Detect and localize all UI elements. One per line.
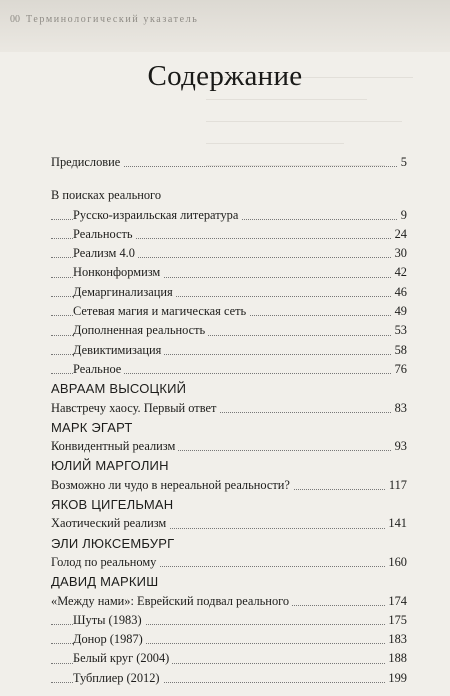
toc-entry-page: 49: [392, 302, 407, 321]
header-bar: [0, 0, 450, 52]
toc-entry-page: 30: [392, 244, 407, 263]
toc-entry[interactable]: [51, 437, 407, 456]
toc-entry[interactable]: [51, 514, 407, 533]
toc-entry-label: Реализм 4.0: [73, 244, 138, 263]
toc-entry-page: 160: [385, 553, 407, 572]
toc-entry-label: Реальное: [73, 360, 124, 379]
toc-entry-label: Навстречу хаосу. Первый ответ: [51, 399, 219, 418]
toc-entry-label: Нонконформизм: [73, 263, 163, 282]
toc-entry-page: 83: [392, 399, 407, 418]
toc-entry-label: Сетевая магия и магическая сеть: [73, 302, 249, 321]
toc-entry-label: Возможно ли чудо в нереальной реальности?: [51, 476, 293, 495]
toc-entry-label: Девиктимизация: [73, 341, 164, 360]
toc-part-label: В поисках реального: [51, 186, 164, 205]
toc-entry-label: Белый круг (2004): [73, 649, 172, 668]
toc-entry[interactable]: [51, 553, 407, 572]
author-heading: ДАВИД МАРКИШ: [51, 574, 159, 590]
toc-entry-page: 183: [385, 630, 407, 649]
toc-entry-page: 9: [398, 206, 407, 225]
toc-entry-label: Шуты (1983): [73, 611, 145, 630]
toc-entry-page: 141: [385, 514, 407, 533]
toc-entry-label: Голод по реальному: [51, 553, 159, 572]
toc-entry-page: 76: [392, 360, 407, 379]
toc-entry-label: Реальность: [73, 225, 136, 244]
toc-entry-label: «Между нами»: Еврейский подвал реального: [51, 592, 292, 611]
toc-entry[interactable]: [51, 592, 407, 611]
running-page-number: 00: [10, 14, 20, 25]
toc-entry[interactable]: [51, 283, 407, 302]
toc-part-heading[interactable]: [51, 186, 407, 205]
toc-entry-page: 58: [392, 341, 407, 360]
toc-entry[interactable]: [51, 225, 407, 244]
toc-entry-label: Хаотический реализм: [51, 514, 169, 533]
toc-entry[interactable]: [51, 360, 407, 379]
toc-entry-page: 188: [385, 649, 407, 668]
toc-entry[interactable]: [51, 302, 407, 321]
toc-entry-page: 175: [385, 611, 407, 630]
toc-entry-page: 174: [385, 592, 407, 611]
toc-entry[interactable]: [51, 399, 407, 418]
toc-entry[interactable]: [51, 341, 407, 360]
toc-entry-preface[interactable]: [51, 153, 407, 172]
toc-entry[interactable]: [51, 263, 407, 282]
toc-entry[interactable]: [51, 649, 407, 668]
page-title: Содержание: [147, 60, 303, 92]
toc-entry-label: Конвидентный реализм: [51, 437, 178, 456]
toc-entry[interactable]: [51, 476, 407, 495]
toc-entry[interactable]: [51, 669, 407, 688]
toc-entry-page: 46: [392, 283, 407, 302]
author-heading: ЯКОВ ЦИГЕЛЬМАН: [51, 497, 174, 513]
author-heading: ЭЛИ ЛЮКСЕМБУРГ: [51, 535, 175, 551]
author-heading: МАРК ЭГАРТ: [51, 419, 133, 435]
author-heading: ЮЛИЙ МАРГОЛИН: [51, 458, 169, 474]
toc-entry[interactable]: [51, 206, 407, 225]
toc-entry[interactable]: [51, 611, 407, 630]
toc-entry-page: 199: [385, 669, 407, 688]
author-heading: АВРААМ ВЫСОЦКИЙ: [51, 381, 187, 397]
table-of-contents: [51, 153, 407, 688]
toc-entry-page: 42: [392, 263, 407, 282]
toc-entry-page: 5: [398, 153, 407, 172]
toc-entry-page: 117: [386, 476, 407, 495]
section-gap: [51, 172, 407, 186]
toc-entry[interactable]: [51, 244, 407, 263]
toc-entry-label: Дополненная реальность: [73, 321, 208, 340]
toc-entry-label: Русско-израильская литература: [73, 206, 241, 225]
toc-entry-page: 53: [392, 321, 407, 340]
toc-entry-label: Донор (1987): [73, 630, 146, 649]
toc-entry[interactable]: [51, 630, 407, 649]
toc-entry[interactable]: [51, 321, 407, 340]
running-head: Терминологический указатель: [26, 14, 199, 25]
toc-entry-label: Тубплиер (2012): [73, 669, 163, 688]
toc-entry-label: Демаргинализация: [73, 283, 176, 302]
toc-entry-page: 24: [392, 225, 407, 244]
toc-entry-label: Предисловие: [51, 153, 123, 172]
toc-entry-page: 93: [392, 437, 407, 456]
